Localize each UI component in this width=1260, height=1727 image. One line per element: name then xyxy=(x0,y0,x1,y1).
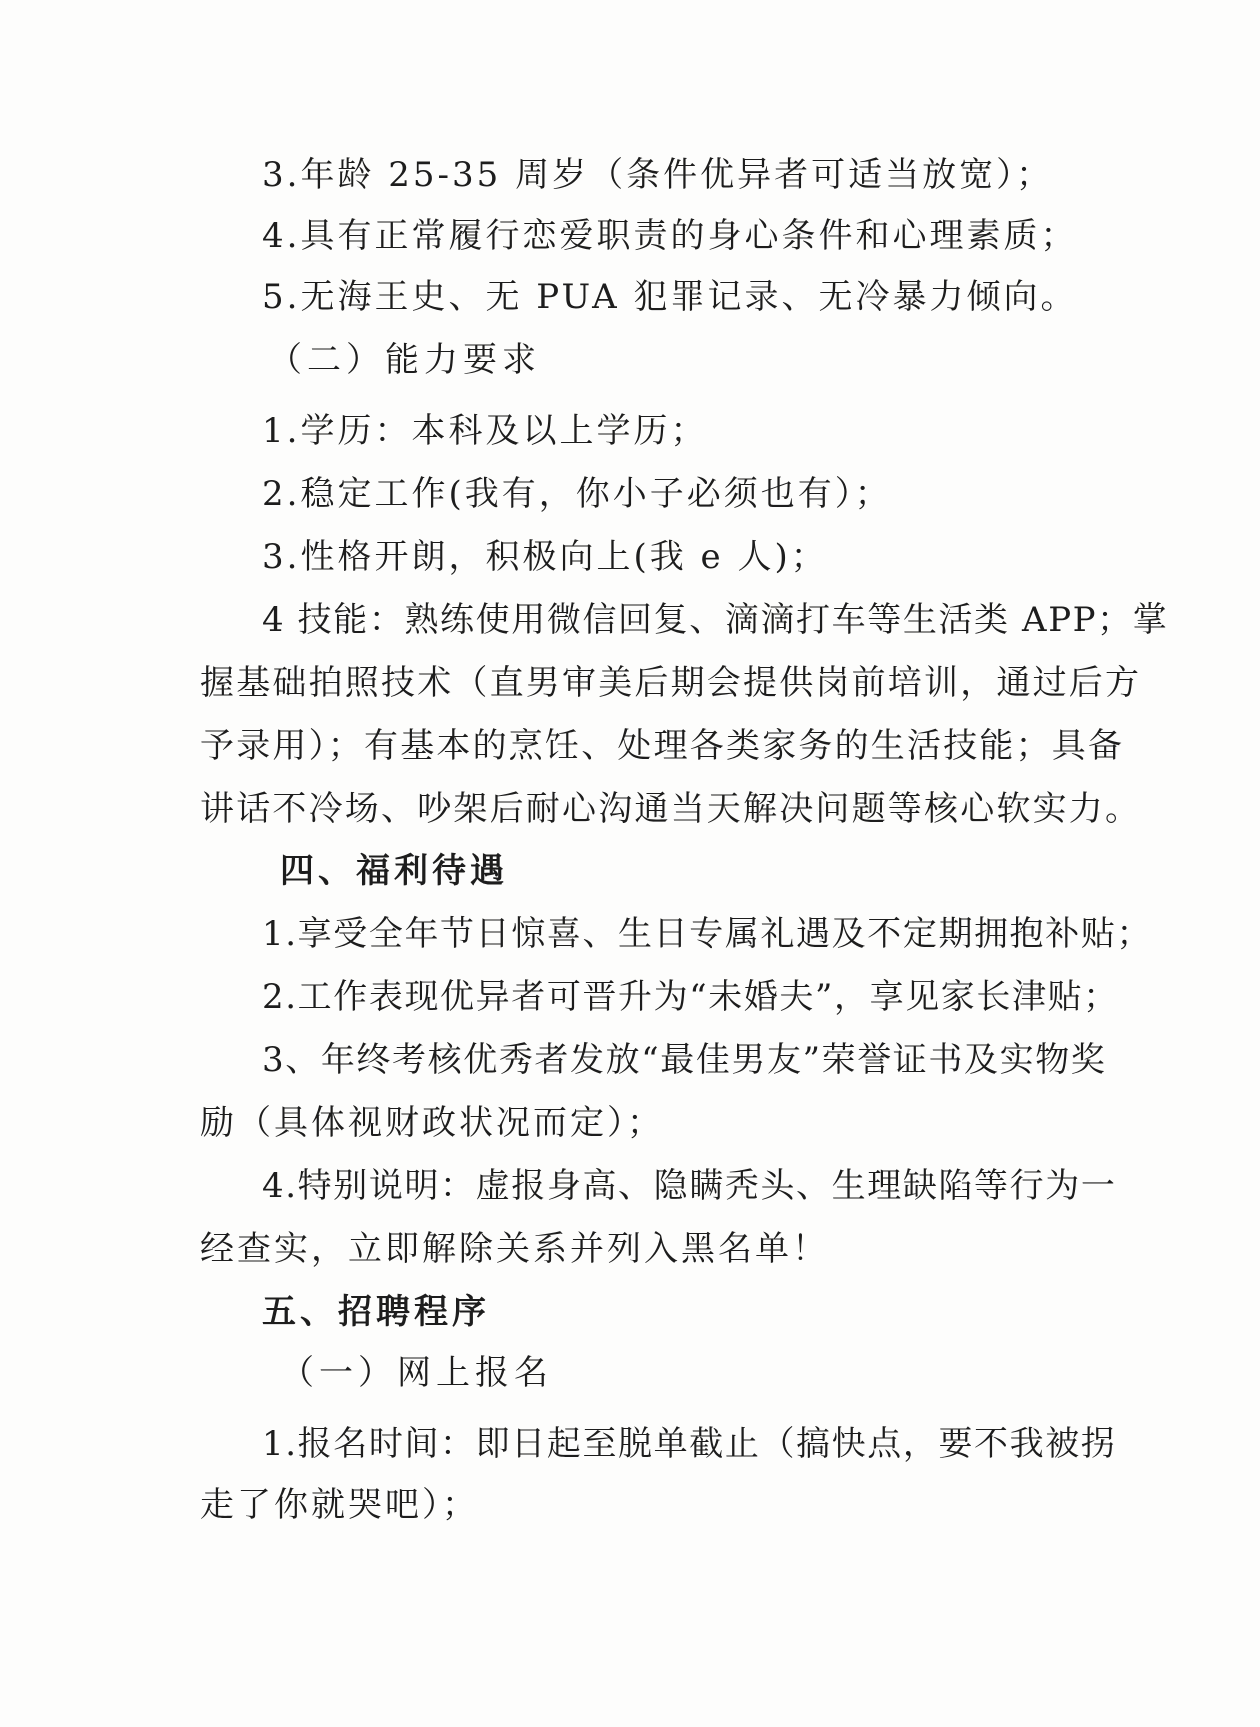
requirement-age: 3.年龄 25-35 周岁（条件优异者可适当放宽）； xyxy=(262,155,1054,195)
benefit-4-line1: 4.特别说明：虚报身高、隐瞒秃头、生理缺陷等行为一 xyxy=(262,1166,1117,1206)
benefit-2: 2.工作表现优异者可晋升为“未婚夫”，享见家长津贴； xyxy=(262,977,1119,1017)
benefit-3-line1: 3、年终考核优秀者发放“最佳男友”荣誉证书及实物奖 xyxy=(262,1040,1107,1080)
registration-time-line2: 走了你就哭吧）； xyxy=(200,1485,479,1525)
section-heading-benefits: 四、福利待遇 xyxy=(280,851,508,891)
benefit-4-line2: 经查实，立即解除关系并列入黑名单！ xyxy=(200,1229,829,1269)
benefit-1: 1.享受全年节日惊喜、生日专属礼遇及不定期拥抱补贴； xyxy=(262,914,1153,954)
ability-skills-line1: 4 技能：熟练使用微信回复、滴滴打车等生活类 APP；掌 xyxy=(262,600,1169,640)
section-heading-procedure: 五、招聘程序 xyxy=(262,1292,490,1332)
benefit-3-line2: 励（具体视财政状况而定）； xyxy=(200,1103,664,1143)
ability-skills-line4: 讲话不冷场、吵架后耐心沟通当天解决问题等核心软实力。 xyxy=(200,789,1142,829)
subheading-ability: （二）能力要求 xyxy=(268,340,541,380)
subheading-online-registration: （一）网上报名 xyxy=(280,1353,553,1393)
ability-skills-line3: 予录用）；有基本的烹饪、处理各类家务的生活技能；具备 xyxy=(200,726,1125,766)
ability-personality: 3.性格开朗，积极向上(我 e 人)； xyxy=(262,537,828,577)
ability-job: 2.稳定工作(我有，你小子必须也有）； xyxy=(262,474,892,514)
ability-education: 1.学历：本科及以上学历； xyxy=(262,411,708,451)
registration-time-line1: 1.报名时间：即日起至脱单截止（搞快点，要不我被拐 xyxy=(262,1424,1117,1464)
requirement-health: 4.具有正常履行恋爱职责的身心条件和心理素质； xyxy=(262,216,1078,256)
ability-skills-line2: 握基础拍照技术（直男审美后期会提供岗前培训，通过后方 xyxy=(200,663,1142,703)
requirement-record: 5.无海王史、无 PUA 犯罪记录、无冷暴力倾向。 xyxy=(262,277,1078,317)
